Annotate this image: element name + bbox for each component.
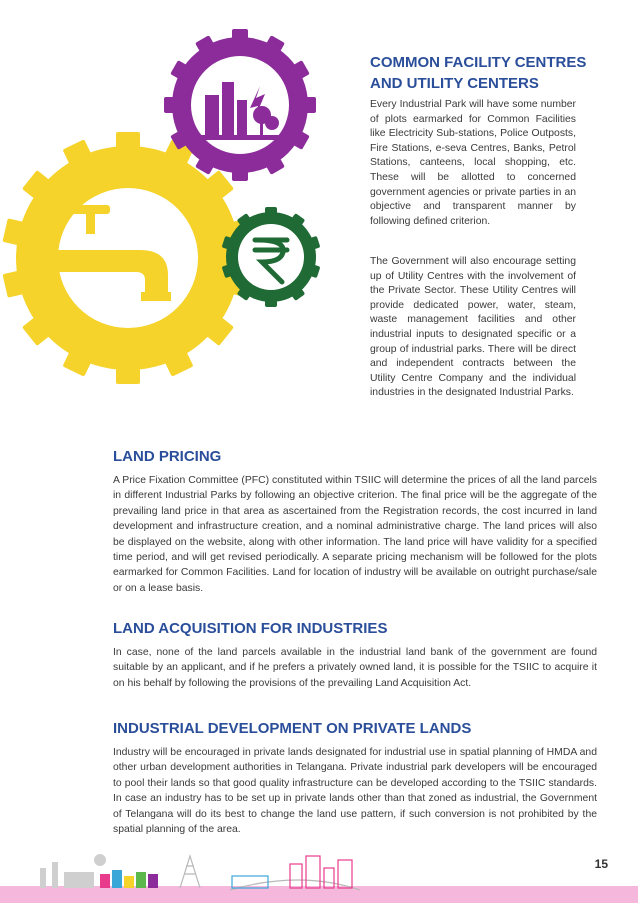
gear-tooth	[116, 132, 140, 150]
land-pricing-body: A Price Fixation Committee (PFC) constituted within TSIIC will determine the prices of all the land parcels in different Industrial Parks by following an objective criterion. The final price will be the aggregate of the prevailing land price in that area as ascertained from the Registration records, the cost incurred in land development and infrastructure creation, and a nominal administrative charge. The land prices will also be displayed on the website, along with other information. The land price will have validity for a specified time period, and will get revised periodically. A separate pricing mechanism will be followed for the plots earmarked for Common Facilities. Land for location of industry will be available on outright purchase/sale or on a lease basis.	[113, 475, 597, 594]
land-pricing-title: LAND PRICING	[113, 448, 222, 465]
gears-illustration	[0, 0, 360, 440]
private-lands-title: INDUSTRIAL DEVELOPMENT ON PRIVATE LANDS	[113, 720, 472, 737]
gear-tooth	[164, 97, 176, 113]
gear-tooth	[265, 207, 277, 216]
industrial-skyline-icon	[0, 850, 638, 903]
cfc-paragraph-2: The Government will also encourage setting up of Utility Centres with the involvement of the Private Sector. These Utility Centres will provide dedicated power, water, steam, waste management facilities and other industrial inputs to designated specific or a group of industrial parks. There will be direct and independent contracts between the Utility Centre Company and the individual industries in the designated Industrial Parks.	[370, 256, 576, 399]
gear-tooth	[116, 366, 140, 384]
gear-tooth	[232, 29, 248, 41]
land-acquisition-title: LAND ACQUISITION FOR INDUSTRIES	[113, 620, 388, 637]
cfc-title-line2: AND UTILITY CENTERS	[370, 75, 539, 92]
land-acquisition-body: In case, none of the land parcels available in the industrial land bank of the government are found suitable by an applicant, and if he prefers a privately owned land, it is possible for the TSIIC to acquire it on his behalf by following the provisions of the prevailing Land Acquisition Act.	[113, 647, 597, 689]
private-lands-body: Industry will be encouraged in private lands designated for industrial use in spatial planning of HMDA and other urban development authorities in Telangana. Private industrial park developers will be encouraged to pool their lands so that good quality infrastructure can be developed according to the TSIIC standards. In case an industry has to be set up in private lands other than that zoned as industrial, the Government of Telangana will do its best to change the land use pattern, if such conversion is not prohibited by the spatial planning of the area.	[113, 747, 597, 836]
gear-tooth	[304, 97, 316, 113]
cfc-paragraph-1: Every Industrial Park will have some number of plots earmarked for Common Facilities like Electricity Sub-stations, Police Outposts, Fire Stations, e-seva Centres, Banks, Petrol Stations, canteens, local shopping, etc. These will be allotted to concerned government agencies or private parties in an objective and transparent manner by following defined criterion.	[370, 99, 576, 227]
gear-tooth	[265, 298, 277, 307]
cfc-title-line1: COMMON FACILITY CENTRES	[370, 54, 587, 71]
gear-tooth	[232, 169, 248, 181]
page-number: 15	[594, 857, 608, 871]
cfc-title	[370, 52, 630, 94]
